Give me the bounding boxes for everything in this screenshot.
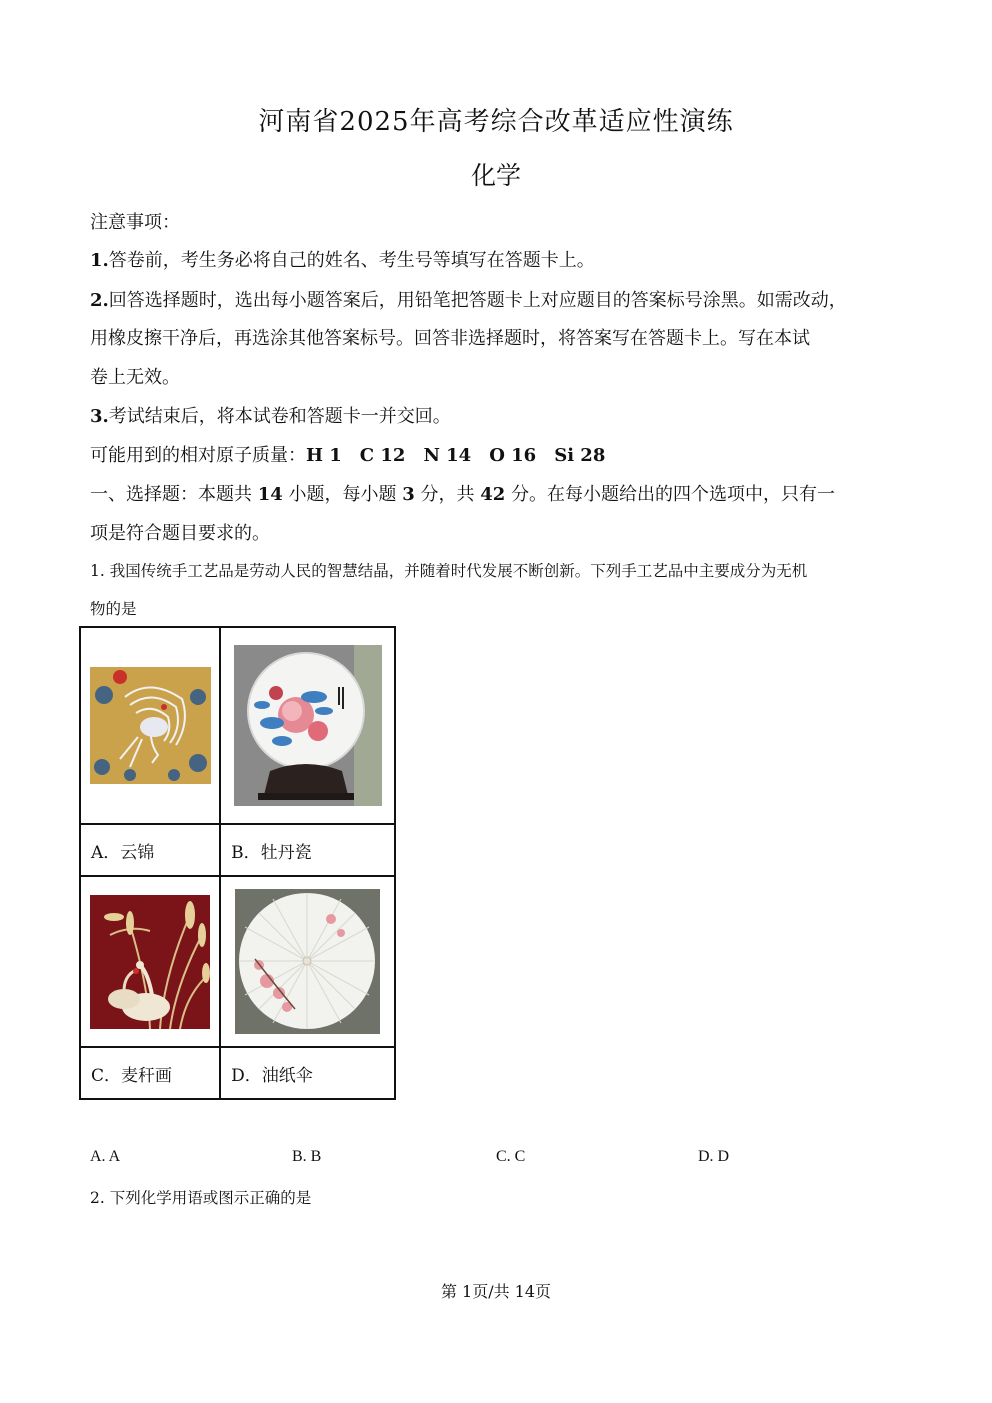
answer-choice-a[interactable]: A. A: [90, 1148, 121, 1165]
option-b-label: B．牡丹瓷: [220, 824, 395, 876]
notice-heading: 注意事项：: [90, 212, 180, 233]
question-1-options-table: [79, 626, 396, 1100]
wheat-straw-painting-image: [90, 895, 210, 1029]
section-1-text-3: 分，共: [420, 484, 475, 505]
answer-choice-b[interactable]: B. B: [292, 1148, 322, 1165]
notice-item-3-number: 3.: [90, 406, 109, 427]
section-1-question-count: 14: [257, 484, 283, 505]
notice-item-2-text: 回答选择题时，选出每小题答案后，用铅笔把答题卡上对应题目的答案标号涂黑。如需改动，: [108, 290, 847, 311]
question-1-stem-line-1: 1. 我国传统手工艺品是劳动人民的智慧结晶，并随着时代发展不断创新。下列手工艺品中主要成分为无机: [90, 562, 808, 580]
option-c-image-cell: [80, 876, 220, 1047]
notice-item-1-number: 1.: [90, 250, 109, 271]
crane-brocade-image: [90, 667, 211, 784]
section-1-header-line-2: 项是符合题目要求的。: [90, 523, 270, 544]
option-a-label: A．云锦: [80, 824, 220, 876]
section-1-text-2: 小题，每小题: [288, 484, 397, 505]
section-1-text-1: 一、选择题：本题共: [90, 484, 252, 505]
question-1-stem-line-2: 物的是: [90, 600, 137, 618]
answer-choice-c[interactable]: C. C: [496, 1148, 526, 1165]
peony-porcelain-plate-image: [234, 645, 382, 806]
notice-item-2-line-2: 用橡皮擦干净后，再选涂其他答案标号。回答非选择题时，将答案写在答题卡上。写在本试: [90, 328, 810, 349]
option-a-image-cell: [80, 627, 220, 824]
notice-item-2-number: 2.: [90, 290, 109, 311]
page-title: 河南省2025年高考综合改革适应性演练: [258, 107, 734, 137]
notice-item-2-line-1: [90, 286, 847, 312]
page-number-footer: 第 1页/共 14页: [440, 1282, 552, 1301]
option-d-label: D．油纸伞: [220, 1047, 395, 1099]
section-1-text-4: 分。在每小题给出的四个选项中，只有一: [511, 484, 836, 505]
notice-item-3-text: 考试结束后，将本试卷和答题卡一并交回。: [108, 406, 451, 427]
notice-item-1: [90, 246, 595, 272]
section-1-header: [90, 480, 835, 506]
notice-item-1-text: 答卷前，考生务必将自己的姓名、考生号等填写在答题卡上。: [108, 250, 595, 271]
answer-choice-d[interactable]: D. D: [698, 1148, 730, 1165]
notice-item-3: [90, 402, 451, 428]
atomic-mass-line: [90, 441, 605, 467]
subject-title: 化学: [470, 161, 521, 190]
option-c-label: C．麦秆画: [80, 1047, 220, 1099]
section-1-points-total: 42: [480, 484, 506, 505]
option-d-image-cell: [220, 876, 395, 1047]
section-1-points-each: 3: [402, 484, 415, 505]
notice-item-2-line-3: 卷上无效。: [90, 367, 180, 388]
option-b-image-cell: [220, 627, 395, 824]
atomic-mass-values: H 1 C 12 N 14 O 16 Si 28: [306, 445, 606, 466]
oil-paper-umbrella-image: [235, 889, 380, 1034]
question-2-stem: 2. 下列化学用语或图示正确的是: [90, 1189, 312, 1207]
atomic-mass-prefix: 可能用到的相对原子质量：: [90, 445, 306, 466]
